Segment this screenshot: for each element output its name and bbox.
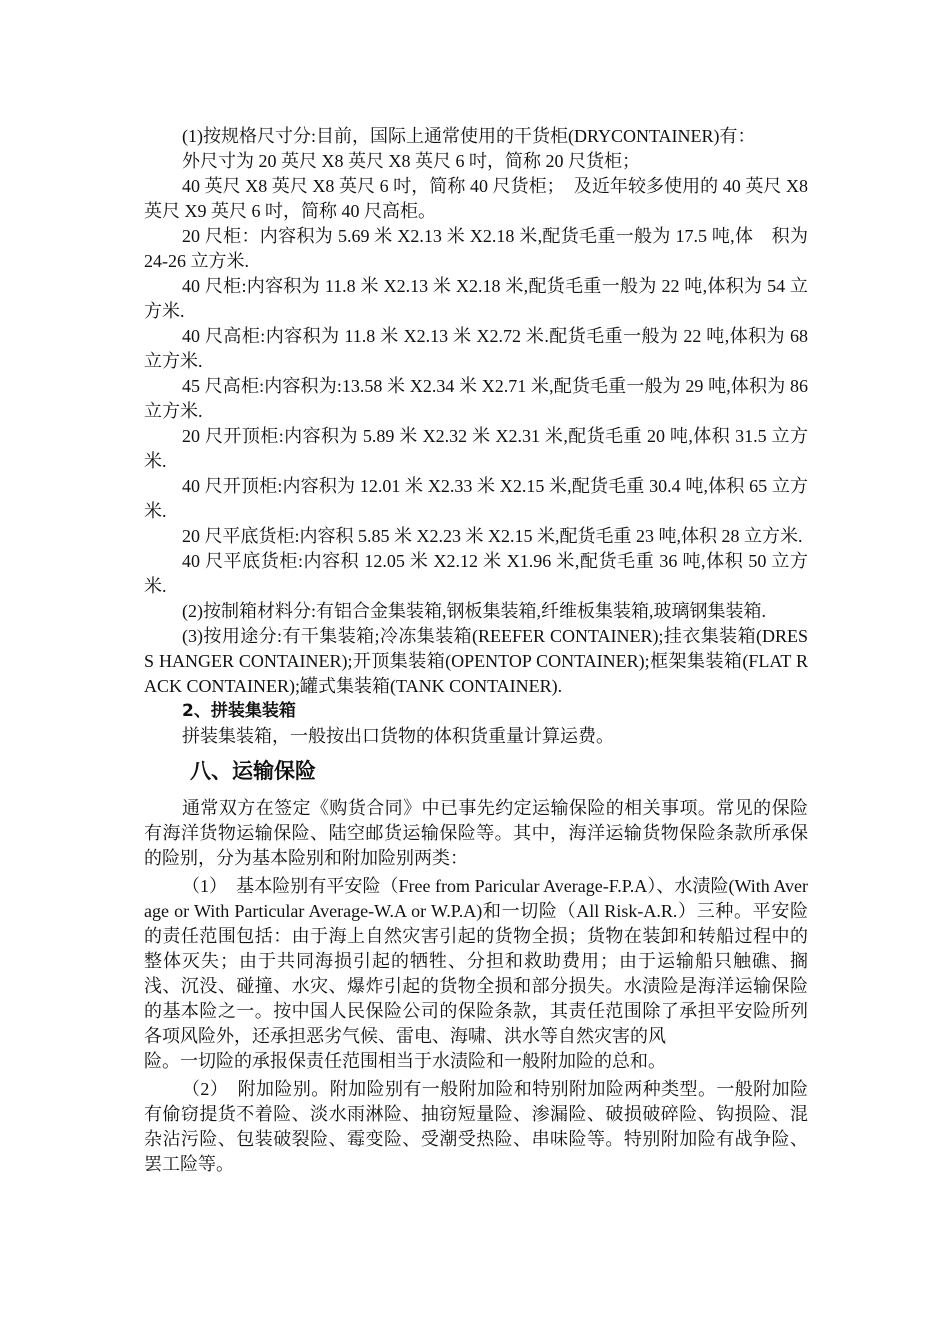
paragraph-lcl: 拼装集装箱，一般按出口货物的体积货重量计算运费。 xyxy=(182,726,614,746)
paragraph-size-classification: (1)按规格尺寸分:目前，国际上通常使用的干货柜(DRYCONTAINER)有： xyxy=(182,126,756,146)
paragraph-40ft-high-cube: 40 尺高柜:内容积为 11.8 米 X2.13 米 X2.72 米.配货毛重一般为 22 吨,体积为 68 立方米. xyxy=(144,326,808,371)
paragraph-20ft-container: 20 尺柜：内容积为 5.69 米 X2.13 米 X2.18 米,配货毛重一般为 17.5 吨,体 积为 24-26 立方米. xyxy=(144,226,808,271)
paragraph-insurance-intro: 通常双方在签定《购货合同》中已事先约定运输保险的相关事项。常见的保险有海洋货物运输保险、陆空邮货运输保险等。其中，海洋运输货物保险条款所承保的险别，分为基本险别和附加险别两类： xyxy=(144,798,808,868)
paragraph-40ft-container: 40 尺柜:内容积为 11.8 米 X2.13 米 X2.18 米,配货毛重一般为 22 吨,体积为 54 立方米. xyxy=(144,276,808,321)
paragraph-40ft-outer-size: 40 英尺 X8 英尺 X8 英尺 6 吋，简称 40 尺货柜； 及近年较多使用的 40 英尺 X8 英尺 X9 英尺 6 吋，简称 40 尺高柜。 xyxy=(144,176,808,221)
paragraph-additional-coverage: （2） 附加险别。附加险别有一般附加险和特别附加险两种类型。一般附加险有偷窃提货不着险、淡水雨淋险、抽窃短量险、渗漏险、破损破碎险、钩损险、混杂沾污险、包装破裂险、霉变险、受潮受热险、串味险等。特别附加险有战争险、罢工险等。 xyxy=(144,1079,808,1174)
heading-insurance: 八、运输保险 xyxy=(190,759,316,783)
paragraph-40ft-open-top: 40 尺开顶柜:内容积为 12.01 米 X2.33 米 X2.15 米,配货毛重 30.4 吨,体积 65 立方米. xyxy=(144,476,808,521)
document-body xyxy=(144,124,808,1177)
paragraph-20ft-open-top: 20 尺开顶柜:内容积为 5.89 米 X2.32 米 X2.31 米,配货毛重 20 吨,体积 31.5 立方米. xyxy=(144,426,808,471)
paragraph-usage-classification: (3)按用途分:有干集装箱;冷冻集装箱(REEFER CONTAINER);挂衣集装箱(DRESS HANGER CONTAINER);开顶集装箱(OPENTOP CONTAINER);框架集装箱(FLAT RACK CONTAINER);罐式集装箱(TANK CONTAINER). xyxy=(144,626,808,696)
paragraph-basic-coverage: （1） 基本险别有平安险（Free from Paricular Average-F.P.A）、水渍险(With Average or With Particular Average-W.A or W.P.A)和一切险（All Risk-A.R.）三种。平安险的责任范围包括：由于海上自然灾害引起的货物全损；货物在装卸和转船过程中的整体灭失；由于共同海损引起的牺牲、分担和救助费用；由于运输船只触礁、搁浅、沉没、碰撞、水灾、爆炸引起的货物全损和部分损失。水渍险是海洋运输保险的基本险之一。按中国人民保险公司的保险条款，其责任范围除了承担平安险所列各项风险外，还承担恶劣气候、雷电、海啸、洪水等自然灾害的风 xyxy=(144,876,808,1046)
paragraph-20ft-flat: 20 尺平底货柜:内容积 5.85 米 X2.23 米 X2.15 米,配货毛重 23 吨,体积 28 立方米. xyxy=(182,526,803,546)
heading-lcl: 2、拼装集装箱 xyxy=(182,701,296,721)
paragraph-40ft-flat: 40 尺平底货柜:内容积 12.05 米 X2.12 米 X1.96 米,配货毛重 36 吨,体积 50 立方米. xyxy=(144,551,808,596)
paragraph-material-classification: (2)按制箱材料分:有铝合金集装箱,钢板集装箱,纤维板集装箱,玻璃钢集装箱. xyxy=(182,601,766,621)
paragraph-20ft-outer-size: 外尺寸为 20 英尺 X8 英尺 X8 英尺 6 吋，简称 20 尺货柜； xyxy=(182,151,640,171)
paragraph-45ft-high-cube: 45 尺高柜:内容积为:13.58 米 X2.34 米 X2.71 米,配货毛重一般为 29 吨,体积为 86 立方米. xyxy=(144,376,808,421)
paragraph-basic-coverage-continued: 险。一切险的承报保责任范围相当于水渍险和一般附加险的总和。 xyxy=(144,1051,666,1071)
